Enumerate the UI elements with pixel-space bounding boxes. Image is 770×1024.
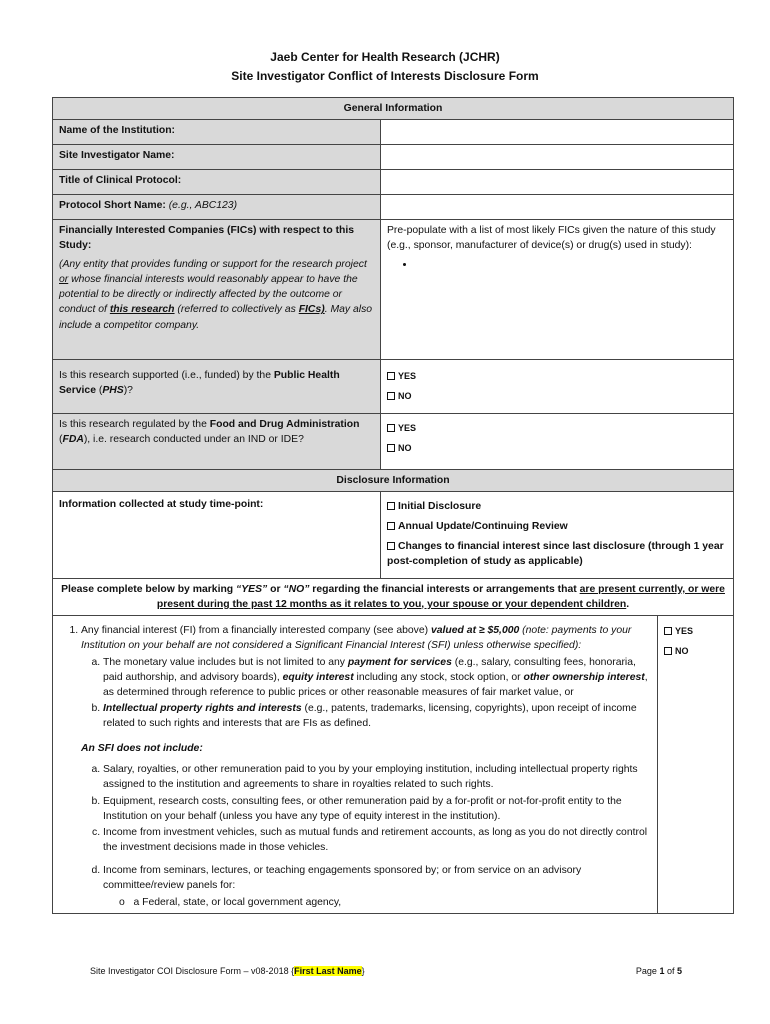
fics-value-cell[interactable] bbox=[381, 220, 734, 360]
fics-value: Pre-populate with a list of most likely FICs given the nature of this study (e.g., sponsor, manufacturer of device(s) or drug(s) used in study): bbox=[387, 225, 716, 252]
short-name-label-cell bbox=[53, 195, 381, 220]
q1-a-text: , as determined through reference to public prices or other reasonable measures of fair market value, or bbox=[103, 671, 648, 699]
institution-label: Name of the Institution: bbox=[53, 120, 381, 145]
disclosure-section-header bbox=[53, 470, 734, 492]
fics-label: Financially Interested Companies (FICs) with respect to this Study: bbox=[59, 225, 355, 252]
footer-text: } bbox=[361, 966, 365, 976]
page-number bbox=[636, 965, 682, 977]
page-footer bbox=[90, 965, 682, 977]
phs-text: )? bbox=[123, 385, 133, 397]
fics-desc-part: . May also include a competitor company. bbox=[59, 304, 373, 331]
short-name-field[interactable] bbox=[381, 195, 734, 220]
q1-b-ip: Intellectual property rights and interests bbox=[103, 703, 302, 715]
fics-desc-part: (Any entity that provides funding or support for the research project bbox=[59, 259, 367, 271]
q1-subitems bbox=[81, 655, 651, 731]
bullet-o: o bbox=[119, 896, 125, 908]
phs-text: ( bbox=[95, 385, 103, 397]
fics-desc-part: (referred to collectively as bbox=[174, 304, 299, 316]
checkbox-icon[interactable] bbox=[387, 424, 395, 432]
instruction-yes: “YES” bbox=[236, 583, 268, 595]
checkbox-icon[interactable] bbox=[664, 627, 672, 635]
title-line-2: Site Investigator Conflict of Interests Disclosure Form bbox=[231, 68, 539, 83]
q1-b-text: (e.g., patents, trademarks, licensing, copyrights), upon receipt of income related to such rights and interests that are FIs as defined. bbox=[103, 703, 637, 730]
question-1-answer-cell bbox=[658, 615, 734, 913]
fda-text: Is this research regulated by the bbox=[59, 419, 210, 431]
page-of: of bbox=[664, 966, 677, 976]
phs-text: Is this research supported (i.e., funded) by the bbox=[59, 370, 274, 382]
instruction-part: Please complete below by marking bbox=[61, 583, 237, 595]
institution-field[interactable] bbox=[381, 120, 734, 145]
timepoint-row bbox=[53, 492, 734, 578]
investigator-field[interactable] bbox=[381, 145, 734, 170]
page-prefix: Page bbox=[635, 966, 660, 976]
changes-option[interactable] bbox=[387, 539, 727, 569]
phs-row bbox=[53, 360, 734, 414]
fda-yes-label: YES bbox=[398, 423, 417, 434]
page-total: 5 bbox=[676, 966, 682, 976]
q1-item-b bbox=[103, 701, 651, 731]
fics-desc-fics: FICs) bbox=[298, 304, 325, 316]
footer-name-placeholder: First Last Name bbox=[294, 966, 362, 976]
fda-question bbox=[53, 414, 381, 470]
short-name-row bbox=[53, 195, 734, 220]
instruction-part: . bbox=[626, 598, 630, 610]
page-current: 1 bbox=[659, 966, 665, 976]
question-1 bbox=[81, 623, 651, 910]
q1-text: Any financial interest (FI) from a financially interested company (see above) bbox=[81, 624, 431, 636]
checkbox-icon[interactable] bbox=[387, 444, 395, 452]
checkbox-icon[interactable] bbox=[387, 522, 395, 530]
q1-yes-option[interactable] bbox=[664, 625, 727, 638]
fics-desc-or: or bbox=[59, 274, 69, 286]
phs-answer-cell bbox=[381, 360, 734, 414]
fda-no-label: NO bbox=[398, 443, 412, 454]
phs-yes-label: YES bbox=[398, 371, 417, 382]
phs-no-option[interactable] bbox=[387, 390, 727, 403]
fics-description bbox=[59, 257, 374, 332]
exclusion-d: d. Income from seminars, lectures, or teaching engagements sponsored by; or from service on an advisory committee/review panels for: bbox=[103, 863, 651, 893]
exclusion-a: a. Salary, royalties, or other remuneration paid to you by your employing institution, including intellectual property rights assigned to the institution and agreements to share in royalties related to such rights. bbox=[103, 762, 651, 792]
fics-desc-this-research: this research bbox=[109, 304, 175, 316]
exclusion-c: c. Income from investment vehicles, such as mutual funds and retirement accounts, as long as you do not directly control the investment decisions made in those vehicles. bbox=[103, 825, 651, 855]
exclusion-d-subitem bbox=[81, 895, 651, 910]
investigator-label: Site Investigator Name: bbox=[53, 145, 381, 170]
changes-label: Changes to financial interest since last disclosure (through 1 year post-completion of study as applicable) bbox=[387, 541, 724, 568]
checkbox-icon[interactable] bbox=[387, 392, 395, 400]
form-title bbox=[0, 48, 770, 85]
initial-disclosure-label: Initial Disclosure bbox=[398, 501, 482, 513]
fics-list-item[interactable] bbox=[415, 257, 727, 272]
instruction-text bbox=[53, 578, 734, 615]
exclusion-d-1: a Federal, state, or local government agency, bbox=[133, 896, 342, 908]
disclosure-form-table bbox=[52, 97, 734, 914]
checkbox-icon[interactable] bbox=[387, 372, 395, 380]
initial-disclosure-option[interactable] bbox=[387, 499, 727, 514]
timepoint-options bbox=[381, 492, 734, 578]
instruction-row bbox=[53, 578, 734, 615]
fda-yes-option[interactable] bbox=[387, 422, 727, 435]
general-section-title: General Information bbox=[53, 98, 734, 120]
instruction-underlined: are present currently, or were present during the past 12 months as it relates to you, your spouse or your dependent children bbox=[156, 583, 725, 610]
protocol-title-label: Title of Clinical Protocol: bbox=[53, 170, 381, 195]
q1-a-ownership: other ownership interest bbox=[523, 671, 645, 683]
protocol-title-row bbox=[53, 170, 734, 195]
disclosure-section-title: Disclosure Information bbox=[53, 470, 734, 492]
checkbox-icon[interactable] bbox=[387, 542, 395, 550]
q1-a-payment: payment for services bbox=[347, 656, 452, 668]
short-name-example: (e.g., ABC123) bbox=[168, 200, 238, 212]
q1-a-text: (e.g., salary, consulting fees, honoraria, paid authorship, and advisory boards), bbox=[103, 656, 636, 683]
fics-list bbox=[387, 257, 727, 272]
sfi-exclusion-heading: An SFI does not include: bbox=[81, 743, 203, 755]
fda-row bbox=[53, 414, 734, 470]
instruction-part: regarding the financial interests or arrangements that bbox=[309, 583, 580, 595]
institution-row bbox=[53, 120, 734, 145]
investigator-row bbox=[53, 145, 734, 170]
fics-row bbox=[53, 220, 734, 360]
fics-desc-part: whose financial interests would reasonably appear to have the potential to be directly or indirectly affected by the outcome or conduct of bbox=[59, 274, 358, 316]
sfi-exclusion-list bbox=[81, 762, 651, 893]
q1-item-a bbox=[103, 655, 651, 700]
phs-abbr: PHS bbox=[102, 385, 124, 397]
instruction-part: or bbox=[267, 583, 284, 595]
protocol-title-field[interactable] bbox=[381, 170, 734, 195]
q1-a-text: including any stock, stock option, or bbox=[353, 671, 524, 683]
phs-no-label: NO bbox=[398, 391, 412, 402]
annual-update-label: Annual Update/Continuing Review bbox=[398, 521, 568, 533]
fda-no-option[interactable] bbox=[387, 442, 727, 455]
q1-no-label: NO bbox=[675, 645, 689, 656]
title-line-1: Jaeb Center for Health Research (JCHR) bbox=[270, 50, 500, 64]
fda-text: ( bbox=[59, 434, 63, 446]
fda-answer-cell bbox=[381, 414, 734, 470]
short-name-label: Protocol Short Name: bbox=[59, 200, 166, 212]
general-section-header bbox=[53, 98, 734, 120]
phs-bold: Public Health Service bbox=[59, 370, 340, 397]
q1-a-equity: equity interest bbox=[282, 671, 354, 683]
phs-yes-option[interactable] bbox=[387, 370, 727, 383]
fics-label-cell bbox=[53, 220, 381, 360]
question-1-row bbox=[53, 615, 734, 913]
phs-question bbox=[53, 360, 381, 414]
q1-a-text: The monetary value includes but is not limited to any bbox=[103, 656, 348, 668]
q1-yes-label: YES bbox=[675, 625, 694, 636]
exclusion-b: b. Equipment, research costs, consulting fees, or other remuneration paid by a for-profit or not-for-profit entity to the Institution on your behalf (unless you have any type of equity interest in the institution). bbox=[103, 794, 651, 824]
footer-text: Site Investigator COI Disclosure Form – v08-2018 { bbox=[90, 966, 295, 976]
question-1-text bbox=[53, 615, 658, 913]
checkbox-icon[interactable] bbox=[664, 647, 672, 655]
timepoint-label: Information collected at study time-point: bbox=[53, 492, 381, 578]
fda-abbr: FDA bbox=[62, 434, 84, 446]
q1-no-option[interactable] bbox=[664, 645, 727, 658]
fda-text: ), i.e. research conducted under an IND or IDE? bbox=[83, 434, 304, 446]
q1-note: (note: payments to your Institution on your behalf are not considered a Significant Financial Interest (SFI) unless otherwise specified): bbox=[81, 624, 632, 651]
footer-form-name bbox=[90, 966, 365, 976]
question-list bbox=[59, 623, 651, 910]
instruction-no: “NO” bbox=[283, 583, 310, 595]
q1-valued: valued at ≥ $5,000 bbox=[430, 624, 520, 636]
checkbox-icon[interactable] bbox=[387, 502, 395, 510]
annual-update-option[interactable] bbox=[387, 519, 727, 534]
fda-bold: Food and Drug Administration bbox=[209, 419, 360, 431]
